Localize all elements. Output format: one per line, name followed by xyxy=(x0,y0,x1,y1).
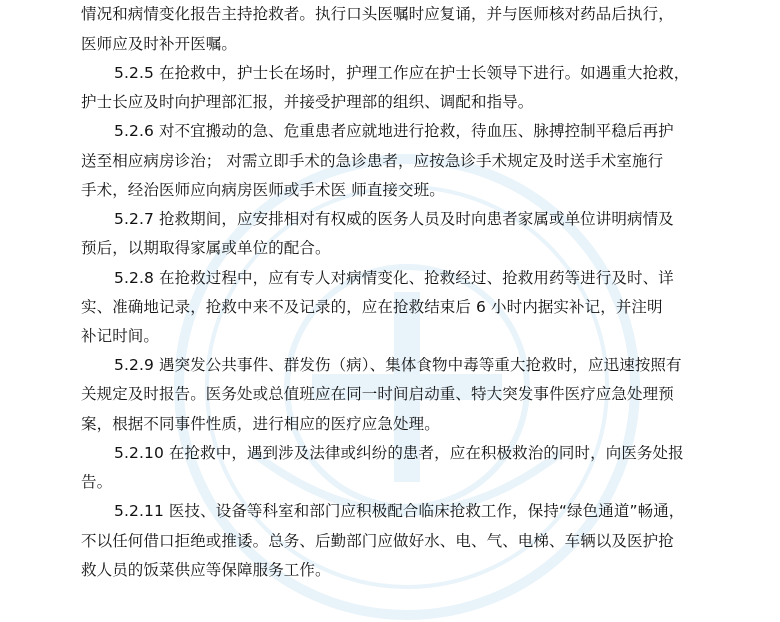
text-line: 5.2.9 遇突发公共事件、群发伤（病）、集体食物中毒等重大抢救时，应迅速按照有 xyxy=(114,356,682,374)
text-line: 预后，以期取得家属或单位的配合。 xyxy=(81,239,331,257)
text-line: 告。 xyxy=(81,473,113,491)
text-line: 5.2.8 在抢救过程中，应有专人对病情变化、抢救经过、抢救用药等进行及时、详 xyxy=(114,269,674,287)
text-line: 5.2.6 对不宜搬动的急、危重患者应就地进行抢救，待血压、脉搏控制平稳后再护 xyxy=(114,122,674,140)
text-line: 关规定及时报告。医务处或总值班应在同一时间启动重、特大突发事件医疗应急处理预 xyxy=(81,385,674,403)
text-line: 5.2.7 抢救期间，应安排相对有权威的医务人员及时向患者家属或单位讲明病情及 xyxy=(114,210,674,228)
text-line: 救人员的饭菜供应等保障服务工作。 xyxy=(81,561,331,579)
text-line: 案，根据不同事件性质，进行相应的医疗应急处理。 xyxy=(81,415,440,433)
text-line: 不以任何借口拒绝或推诿。总务、后勤部门应做好水、电、气、电梯、车辆以及医护抢 xyxy=(81,532,674,550)
text-line: 送至相应病房诊治； 对需立即手术的急诊患者，应按急诊手术规定及时送手术室施行 xyxy=(81,152,664,170)
text-line: 实、准确地记录，抢救中来不及记录的，应在抢救结束后 6 小时内据实补记，并注明 xyxy=(81,298,663,316)
text-line: 5.2.10 在抢救中，遇到涉及法律或纠纷的患者，应在积极救治的同时，向医务处报 xyxy=(114,444,684,462)
text-line: 5.2.5 在抢救中，护士长在场时，护理工作应在护士长领导下进行。如遇重大抢救， xyxy=(114,64,690,82)
text-line: 护士长应及时向护理部汇报，并接受护理部的组织、调配和指导。 xyxy=(81,93,534,111)
text-line: 医师应及时补开医嘱。 xyxy=(81,35,238,53)
text-line: 5.2.11 医技、设备等科室和部门应积极配合临床抢救工作，保持“绿色通道”畅通， xyxy=(114,502,685,520)
text-line: 情况和病情变化报告主持抢救者。执行口头医嘱时应复诵，并与医师核对药品后执行， xyxy=(81,5,674,23)
text-line: 手术，经治医师应向病房医师或手术医 师直接交班。 xyxy=(81,181,445,199)
text-line: 补记时间。 xyxy=(81,327,160,345)
